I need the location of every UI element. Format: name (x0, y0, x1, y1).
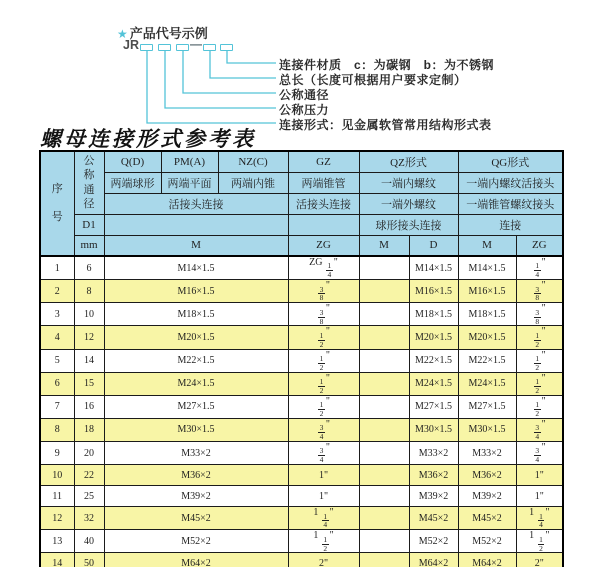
table-cell: M45×2 (458, 507, 516, 530)
table-cell: 14 (40, 553, 74, 567)
header-code-qd: Q(D) (104, 151, 161, 172)
table-row (40, 553, 563, 567)
table-row (40, 465, 563, 486)
table-cell: 14 (74, 349, 104, 372)
table-cell: 25 (74, 486, 104, 507)
table-cell: 8 (74, 280, 104, 303)
header-code-gz: GZ (288, 151, 359, 172)
table-cell: M33×2 (104, 442, 288, 465)
table-cell: M33×2 (458, 442, 516, 465)
table-cell: 5 (40, 349, 74, 372)
header-nominal-diameter: 公称通径 (74, 151, 104, 214)
table-cell: $\frac{1}{2}$ " (288, 372, 359, 395)
table-cell (359, 256, 409, 280)
table-cell: 50 (74, 553, 104, 567)
table-cell: ZG $\frac{1}{4}$ " (288, 256, 359, 280)
table-cell: M27×1.5 (104, 395, 288, 418)
table-row (40, 442, 563, 465)
header-qz-m: M (359, 235, 409, 256)
table-row (40, 303, 563, 326)
table-cell: M45×2 (104, 507, 288, 530)
table-cell: 1" (516, 486, 563, 507)
table-cell: M22×1.5 (409, 349, 458, 372)
table-cell: $\frac{1}{4}$ " (516, 256, 563, 280)
table-cell (359, 395, 409, 418)
header-m-thread: M (104, 235, 288, 256)
table-cell: M18×1.5 (458, 303, 516, 326)
table-header (40, 151, 563, 256)
table-cell: 22 (74, 465, 104, 486)
table-cell: M14×1.5 (458, 256, 516, 280)
header-qg-row2: 一端内螺纹活接头 (458, 172, 563, 193)
table-cell: M27×1.5 (409, 395, 458, 418)
table-cell: 18 (74, 418, 104, 441)
table-cell: 2" (516, 553, 563, 567)
table-row (40, 530, 563, 553)
table-cell: M39×2 (409, 486, 458, 507)
table-cell: $\frac{1}{2}$ " (288, 326, 359, 349)
table-cell: 1 $\frac{1}{4}$ " (288, 507, 359, 530)
table-cell: 12 (40, 507, 74, 530)
table-cell (359, 303, 409, 326)
table-cell: M18×1.5 (409, 303, 458, 326)
table-cell: M36×2 (104, 465, 288, 486)
table-cell: M52×2 (458, 530, 516, 553)
table-cell: M64×2 (409, 553, 458, 567)
header-q-ends: 两端球形 (104, 172, 161, 193)
table-cell: 12 (74, 326, 104, 349)
header-nz-ends: 两端内锥 (218, 172, 288, 193)
table-cell (359, 372, 409, 395)
table-cell: M36×2 (409, 465, 458, 486)
table-cell: M20×1.5 (458, 326, 516, 349)
table-cell: $\frac{3}{4}$ " (516, 418, 563, 441)
header-qz-form: QZ形式 (359, 151, 458, 172)
table-cell: 16 (74, 395, 104, 418)
table-cell: M52×2 (409, 530, 458, 553)
header-qz-row2: 一端内螺纹 (359, 172, 458, 193)
table-cell: $\frac{1}{2}$ " (516, 372, 563, 395)
table-cell: $\frac{3}{8}$ " (516, 303, 563, 326)
table-cell: M33×2 (409, 442, 458, 465)
table-cell (359, 326, 409, 349)
table-cell: M64×2 (458, 553, 516, 567)
header-qz-d: D (409, 235, 458, 256)
table-cell (359, 442, 409, 465)
table-cell: 13 (40, 530, 74, 553)
code-dash: — (190, 37, 202, 51)
header-qg-m: M (458, 235, 516, 256)
table-cell: M24×1.5 (409, 372, 458, 395)
table-cell (359, 418, 409, 441)
table-cell: $\frac{1}{2}$ " (516, 326, 563, 349)
table-cell: M16×1.5 (458, 280, 516, 303)
table-cell (359, 486, 409, 507)
code-label-length: 总长（长度可根据用户要求定制） (279, 73, 467, 87)
table-cell: M64×2 (104, 553, 288, 567)
table-cell: $\frac{1}{2}$ " (288, 349, 359, 372)
table-cell: 1" (516, 465, 563, 486)
table-cell: M24×1.5 (104, 372, 288, 395)
table-cell: 6 (74, 256, 104, 280)
table-cell: 1 $\frac{1}{2}$ " (516, 530, 563, 553)
table-cell: M22×1.5 (104, 349, 288, 372)
table-cell: 1 $\frac{1}{4}$ " (516, 507, 563, 530)
table-cell: $\frac{3}{8}$ " (288, 303, 359, 326)
table-cell (359, 507, 409, 530)
table-cell: $\frac{3}{4}$ " (516, 442, 563, 465)
product-code-prefix: JR (123, 38, 139, 52)
table-cell: 1" (288, 465, 359, 486)
table-cell: 6 (40, 372, 74, 395)
table-cell: 1 (40, 256, 74, 280)
diagram-title-text: 产品代号示例 (129, 26, 208, 41)
table-row (40, 280, 563, 303)
table-cell: 15 (74, 372, 104, 395)
table-row (40, 326, 563, 349)
header-qg-row3: 一端锥管螺纹接头 (458, 193, 563, 214)
table-cell: 2" (288, 553, 359, 567)
table-cell (359, 530, 409, 553)
table-cell: 2 (40, 280, 74, 303)
header-union-joint: 活接头连接 (104, 193, 288, 214)
table-row (40, 395, 563, 418)
table-cell: 4 (40, 326, 74, 349)
header-empty-cell (104, 214, 288, 235)
reference-table (39, 150, 564, 567)
table-cell: 7 (40, 395, 74, 418)
code-label-connection: 连接形式：见金属软管常用结构形式表 (279, 118, 492, 132)
table-cell: M18×1.5 (104, 303, 288, 326)
table-cell: M24×1.5 (458, 372, 516, 395)
table-row (40, 256, 563, 280)
table-cell (359, 349, 409, 372)
table-cell: M36×2 (458, 465, 516, 486)
code-label-pressure: 公称压力 (279, 103, 330, 117)
table-row (40, 349, 563, 372)
table-cell: 32 (74, 507, 104, 530)
table-cell: 11 (40, 486, 74, 507)
table-cell: M20×1.5 (409, 326, 458, 349)
table-cell: 10 (40, 465, 74, 486)
header-gz-ends: 两端锥管 (288, 172, 359, 193)
header-zg-thread: ZG (288, 235, 359, 256)
table-cell: 1 $\frac{1}{2}$ " (288, 530, 359, 553)
header-qg-row4: 连接 (458, 214, 563, 235)
table-cell: M16×1.5 (104, 280, 288, 303)
header-qz-row4: 球形接头连接 (359, 214, 458, 235)
table-cell: M14×1.5 (409, 256, 458, 280)
table-cell: 40 (74, 530, 104, 553)
table-title: 螺母连接形式参考表 (40, 127, 256, 151)
table-cell: 1" (288, 486, 359, 507)
table-row (40, 486, 563, 507)
table-row (40, 418, 563, 441)
table-cell: 3 (40, 303, 74, 326)
code-label-material: 连接件材质 c：为碳钢 b：为不锈钢 (279, 58, 495, 72)
star-icon: ★ (117, 27, 128, 41)
table-cell: M22×1.5 (458, 349, 516, 372)
table-cell: M39×2 (104, 486, 288, 507)
table-row (40, 507, 563, 530)
header-mm: mm (74, 235, 104, 256)
table-cell: $\frac{1}{2}$ " (516, 395, 563, 418)
table-cell: M30×1.5 (458, 418, 516, 441)
table-body (40, 256, 563, 567)
header-code-nzc: NZ(C) (218, 151, 288, 172)
table-cell: $\frac{3}{4}$ " (288, 442, 359, 465)
table-cell: 20 (74, 442, 104, 465)
table-cell (359, 280, 409, 303)
table-cell: $\frac{3}{8}$ " (288, 280, 359, 303)
table-row (40, 372, 563, 395)
table-cell: M45×2 (409, 507, 458, 530)
header-pm-ends: 两端平面 (161, 172, 218, 193)
table-cell: M52×2 (104, 530, 288, 553)
header-qg-zg: ZG (516, 235, 563, 256)
table-cell: M27×1.5 (458, 395, 516, 418)
table-cell: $\frac{1}{2}$ " (516, 349, 563, 372)
header-empty-cell (288, 214, 359, 235)
table-cell: M30×1.5 (104, 418, 288, 441)
header-qz-row3: 一端外螺纹 (359, 193, 458, 214)
table-cell: $\frac{3}{8}$ " (516, 280, 563, 303)
table-cell: $\frac{3}{4}$ " (288, 418, 359, 441)
header-seq: 序号 (40, 151, 74, 256)
table-cell: M39×2 (458, 486, 516, 507)
table-cell: M16×1.5 (409, 280, 458, 303)
table-cell: M20×1.5 (104, 326, 288, 349)
header-qg-form: QG形式 (458, 151, 563, 172)
code-label-diameter: 公称通径 (279, 88, 330, 102)
table-cell: 10 (74, 303, 104, 326)
table-cell: M30×1.5 (409, 418, 458, 441)
table-cell: M14×1.5 (104, 256, 288, 280)
table-cell: 8 (40, 418, 74, 441)
table-cell (359, 465, 409, 486)
header-gz-union: 活接头连接 (288, 193, 359, 214)
table-cell: 9 (40, 442, 74, 465)
header-d1: D1 (74, 214, 104, 235)
table-cell: $\frac{1}{2}$ " (288, 395, 359, 418)
table-cell (359, 553, 409, 567)
header-code-pma: PM(A) (161, 151, 218, 172)
